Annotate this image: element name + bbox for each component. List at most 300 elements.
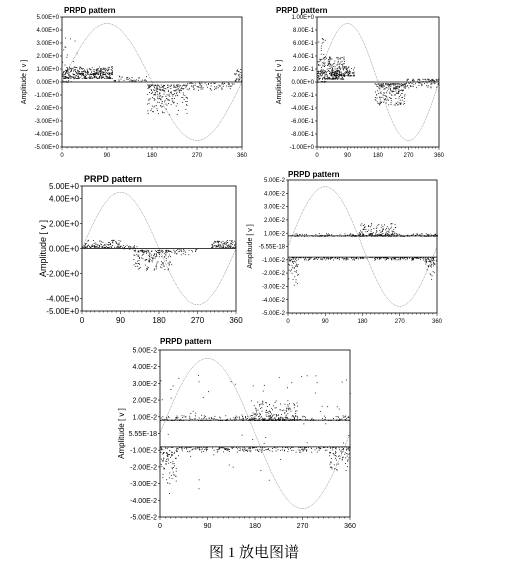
pd-point (102, 73, 103, 74)
pd-point (404, 236, 405, 237)
pd-point (178, 378, 179, 379)
pd-point (150, 110, 151, 111)
pd-point (147, 104, 148, 105)
pd-point (189, 89, 190, 90)
pd-point (223, 245, 224, 246)
pd-point (266, 416, 267, 417)
pd-point (161, 264, 162, 265)
pd-point (291, 411, 292, 412)
pd-point (288, 419, 289, 420)
pd-point (341, 64, 342, 65)
pd-point (346, 470, 347, 471)
pd-point (289, 403, 290, 404)
pd-point (346, 258, 347, 259)
pd-point (295, 258, 296, 259)
pd-point (126, 79, 127, 80)
pd-point (346, 66, 347, 67)
pd-point (91, 74, 92, 75)
pd-point (214, 241, 215, 242)
pd-point (262, 403, 263, 404)
pd-point (425, 236, 426, 237)
pd-point (200, 85, 201, 86)
pd-point (428, 258, 429, 259)
pd-point (238, 80, 239, 81)
pd-point (239, 450, 240, 451)
pd-point (300, 447, 301, 448)
pd-point (156, 255, 157, 256)
pd-point (244, 447, 245, 448)
pd-point (333, 63, 334, 64)
pd-point (222, 420, 223, 421)
pd-point (107, 244, 108, 245)
pd-point (431, 258, 432, 259)
pd-point (280, 419, 281, 420)
pd-point (414, 257, 415, 258)
pd-point (400, 95, 401, 96)
pd-point (232, 447, 233, 448)
pd-point (234, 247, 235, 248)
pd-point (101, 72, 102, 73)
pd-point (109, 242, 110, 243)
y-axis-label: Amplitude [ v ] (276, 59, 283, 105)
pd-point (182, 447, 183, 448)
pd-point (338, 59, 339, 60)
pd-point (263, 404, 264, 405)
pd-point (171, 420, 172, 421)
pd-point (260, 414, 261, 415)
pd-point (269, 450, 270, 451)
pd-point (325, 81, 326, 82)
pd-point (262, 418, 263, 419)
pd-point (249, 419, 250, 420)
pd-point (159, 86, 160, 87)
pd-point (164, 102, 165, 103)
pd-point (374, 236, 375, 237)
pd-point (86, 75, 87, 76)
pd-point (174, 251, 175, 252)
pd-point (227, 420, 228, 421)
pd-point (238, 79, 239, 80)
pd-point (418, 82, 419, 83)
pd-point (345, 457, 346, 458)
y-tick-label: 3.00E-2 (132, 380, 157, 388)
pd-point (145, 265, 146, 266)
pd-point (169, 86, 170, 87)
pd-point (336, 469, 337, 470)
pd-point (93, 74, 94, 75)
pd-point (386, 103, 387, 104)
pd-point (297, 275, 298, 276)
pd-point (99, 247, 100, 248)
pd-point (180, 447, 181, 448)
pd-point (365, 231, 366, 232)
pd-point (178, 88, 179, 89)
pd-point (419, 235, 420, 236)
pd-point (169, 477, 170, 478)
pd-point (376, 231, 377, 232)
pd-point (92, 244, 93, 245)
pd-point (318, 71, 319, 72)
pd-point (335, 78, 336, 79)
pd-point (381, 86, 382, 87)
pd-point (92, 246, 93, 247)
pd-point (236, 244, 237, 245)
pd-point (402, 100, 403, 101)
pd-point (376, 227, 377, 228)
pd-point (352, 257, 353, 258)
pd-point (118, 246, 119, 247)
pd-point (100, 68, 101, 69)
pd-point (191, 447, 192, 448)
pd-point (298, 257, 299, 258)
pd-point (395, 84, 396, 85)
pd-point (361, 258, 362, 259)
pd-point (174, 87, 175, 88)
pd-point (330, 58, 331, 59)
pd-point (336, 419, 337, 420)
pd-point (190, 83, 191, 84)
pd-point (399, 103, 400, 104)
pd-point (162, 90, 163, 91)
pd-point (73, 74, 74, 75)
pd-point (181, 88, 182, 89)
pd-point (302, 448, 303, 449)
pd-point (147, 85, 148, 86)
pd-point (134, 245, 135, 246)
pd-point (94, 243, 95, 244)
pd-point (315, 449, 316, 450)
pd-point (85, 71, 86, 72)
pd-point (233, 417, 234, 418)
pd-point (324, 416, 325, 417)
pd-point (110, 73, 111, 74)
pd-point (292, 257, 293, 258)
pd-point (250, 420, 251, 421)
pd-point (165, 254, 166, 255)
pd-point (336, 57, 337, 58)
pd-point (318, 64, 319, 65)
pd-point (376, 84, 377, 85)
pd-point (145, 260, 146, 261)
pd-point (92, 73, 93, 74)
pd-point (185, 101, 186, 102)
pd-point (399, 91, 400, 92)
pd-point (134, 80, 135, 81)
pd-point (292, 265, 293, 266)
pd-point (319, 236, 320, 237)
pd-point (169, 95, 170, 96)
pd-point (249, 448, 250, 449)
pd-point (176, 449, 177, 450)
pd-point (227, 450, 228, 451)
pd-point (182, 88, 183, 89)
pd-point (322, 418, 323, 419)
pd-point (201, 415, 202, 416)
pd-point (332, 257, 333, 258)
pd-point (255, 420, 256, 421)
pd-point (151, 109, 152, 110)
pd-point (343, 58, 344, 59)
pd-point (370, 226, 371, 227)
pd-point (411, 86, 412, 87)
pd-point (234, 420, 235, 421)
pd-point (270, 419, 271, 420)
pd-point (235, 244, 236, 245)
pd-point (304, 448, 305, 449)
pd-point (175, 458, 176, 459)
pd-point (301, 236, 302, 237)
y-tick-label: 1.00E+0 (291, 15, 314, 22)
pd-point (324, 81, 325, 82)
pd-point (212, 448, 213, 449)
pd-point (429, 81, 430, 82)
chart-title: PRPD pattern (160, 337, 212, 346)
pd-point (431, 267, 432, 268)
pd-point (393, 258, 394, 259)
pd-point (321, 236, 322, 237)
pd-point (220, 420, 221, 421)
pd-point (348, 459, 349, 460)
pd-point (346, 380, 347, 381)
pd-point (112, 71, 113, 72)
chart-title: PRPD pattern (84, 174, 143, 184)
pd-point (173, 87, 174, 88)
pd-point (297, 406, 298, 407)
pd-point (221, 247, 222, 248)
pd-point (145, 251, 146, 252)
pd-point (70, 76, 71, 77)
pd-point (153, 111, 154, 112)
pd-point (192, 251, 193, 252)
pd-point (146, 250, 147, 251)
pd-point (87, 70, 88, 71)
pd-point (347, 75, 348, 76)
pd-point (319, 448, 320, 449)
pd-point (213, 454, 214, 455)
pd-point (62, 76, 63, 77)
pd-point (211, 417, 212, 418)
pd-point (166, 463, 167, 464)
pd-point (435, 81, 436, 82)
pd-point (164, 452, 165, 453)
pd-point (329, 258, 330, 259)
pd-point (436, 261, 437, 262)
pd-point (342, 73, 343, 74)
pd-point (379, 235, 380, 236)
pd-point (395, 98, 396, 99)
pd-point (239, 71, 240, 72)
pd-point (292, 235, 293, 236)
pd-point (100, 244, 101, 245)
pd-point (368, 225, 369, 226)
pd-point (345, 234, 346, 235)
pd-point (304, 234, 305, 235)
pd-point (169, 100, 170, 101)
pd-point (318, 447, 319, 448)
pd-point (331, 258, 332, 259)
pd-point (178, 110, 179, 111)
pd-point (192, 449, 193, 450)
pd-point (280, 409, 281, 410)
pd-point (407, 259, 408, 260)
pd-point (334, 75, 335, 76)
pd-point (154, 90, 155, 91)
pd-points (317, 38, 439, 105)
pd-point (161, 256, 162, 257)
pd-point (207, 420, 208, 421)
pd-point (65, 78, 66, 79)
pd-point (298, 447, 299, 448)
pd-point (67, 71, 68, 72)
pd-point (166, 417, 167, 418)
pd-point (156, 251, 157, 252)
pd-point (291, 260, 292, 261)
pd-point (99, 245, 100, 246)
pd-point (390, 89, 391, 90)
pd-point (152, 258, 153, 259)
pd-point (206, 448, 207, 449)
pd-point (432, 275, 433, 276)
pd-point (326, 233, 327, 234)
pd-point (288, 278, 289, 279)
pd-point (315, 236, 316, 237)
pd-point (431, 87, 432, 88)
pd-point (295, 236, 296, 237)
pd-point (245, 450, 246, 451)
pd-point (333, 74, 334, 75)
pd-point (332, 72, 333, 73)
pd-point (62, 62, 63, 63)
pd-point (216, 241, 217, 242)
pd-point (67, 55, 68, 56)
pd-point (377, 97, 378, 98)
pd-point (385, 260, 386, 261)
pd-point (396, 236, 397, 237)
pd-point (90, 74, 91, 75)
pd-point (167, 94, 168, 95)
pd-point (230, 88, 231, 89)
pd-point (162, 87, 163, 88)
pd-point (195, 251, 196, 252)
pd-point (349, 73, 350, 74)
pd-point (395, 224, 396, 225)
pd-point (337, 258, 338, 259)
pd-point (139, 260, 140, 261)
pd-point (350, 447, 351, 448)
pd-point (303, 257, 304, 258)
pd-point (207, 87, 208, 88)
pd-point (144, 252, 145, 253)
pd-point (85, 244, 86, 245)
pd-point (258, 451, 259, 452)
pd-point (296, 282, 297, 283)
pd-point (132, 80, 133, 81)
pd-point (78, 76, 79, 77)
pd-point (320, 411, 321, 412)
pd-point (376, 228, 377, 229)
pd-point (287, 387, 288, 388)
pd-point (76, 67, 77, 68)
pd-point (94, 74, 95, 75)
x-tick-label: 90 (321, 319, 329, 325)
pd-point (427, 82, 428, 83)
pd-point (92, 67, 93, 68)
pd-point (349, 447, 350, 448)
pd-point (341, 453, 342, 454)
pd-point (316, 257, 317, 258)
pd-point (421, 236, 422, 237)
pd-point (181, 97, 182, 98)
pd-point (205, 416, 206, 417)
pd-point (94, 73, 95, 74)
pd-point (318, 81, 319, 82)
pd-point (430, 274, 431, 275)
pd-point (260, 408, 261, 409)
pd-point (288, 409, 289, 410)
pd-point (294, 417, 295, 418)
pd-point (430, 84, 431, 85)
pd-point (172, 94, 173, 95)
pd-point (325, 40, 326, 41)
pd-point (195, 448, 196, 449)
pd-point (77, 73, 78, 74)
pd-point (413, 258, 414, 259)
pd-point (272, 416, 273, 417)
pd-point (288, 449, 289, 450)
pd-point (339, 458, 340, 459)
pd-point (136, 263, 137, 264)
pd-point (290, 271, 291, 272)
pd-point (225, 247, 226, 248)
pd-point (398, 93, 399, 94)
pd-point (171, 475, 172, 476)
pd-point (135, 266, 136, 267)
pd-point (386, 96, 387, 97)
pd-point (163, 452, 164, 453)
pd-point (333, 78, 334, 79)
pd-point (424, 83, 425, 84)
pd-point (149, 103, 150, 104)
pd-point (399, 86, 400, 87)
pd-point (388, 85, 389, 86)
pd-point (170, 92, 171, 93)
pd-point (223, 84, 224, 85)
pd-point (385, 235, 386, 236)
pd-point (269, 404, 270, 405)
pd-point (320, 74, 321, 75)
pd-point (169, 262, 170, 263)
pd-point (404, 98, 405, 99)
pd-point (301, 449, 302, 450)
pd-point (426, 261, 427, 262)
pd-point (303, 423, 304, 424)
pd-point (295, 415, 296, 416)
pd-point (345, 67, 346, 68)
pd-point (156, 89, 157, 90)
pd-point (181, 90, 182, 91)
pd-point (378, 83, 379, 84)
pd-point (214, 83, 215, 84)
pd-point (324, 77, 325, 78)
pd-point (159, 92, 160, 93)
pd-point (303, 416, 304, 417)
pd-point (317, 259, 318, 260)
pd-point (328, 70, 329, 71)
pd-point (287, 404, 288, 405)
pd-point (362, 236, 363, 237)
pd-point (348, 259, 349, 260)
x-tick-label: 360 (344, 523, 356, 530)
